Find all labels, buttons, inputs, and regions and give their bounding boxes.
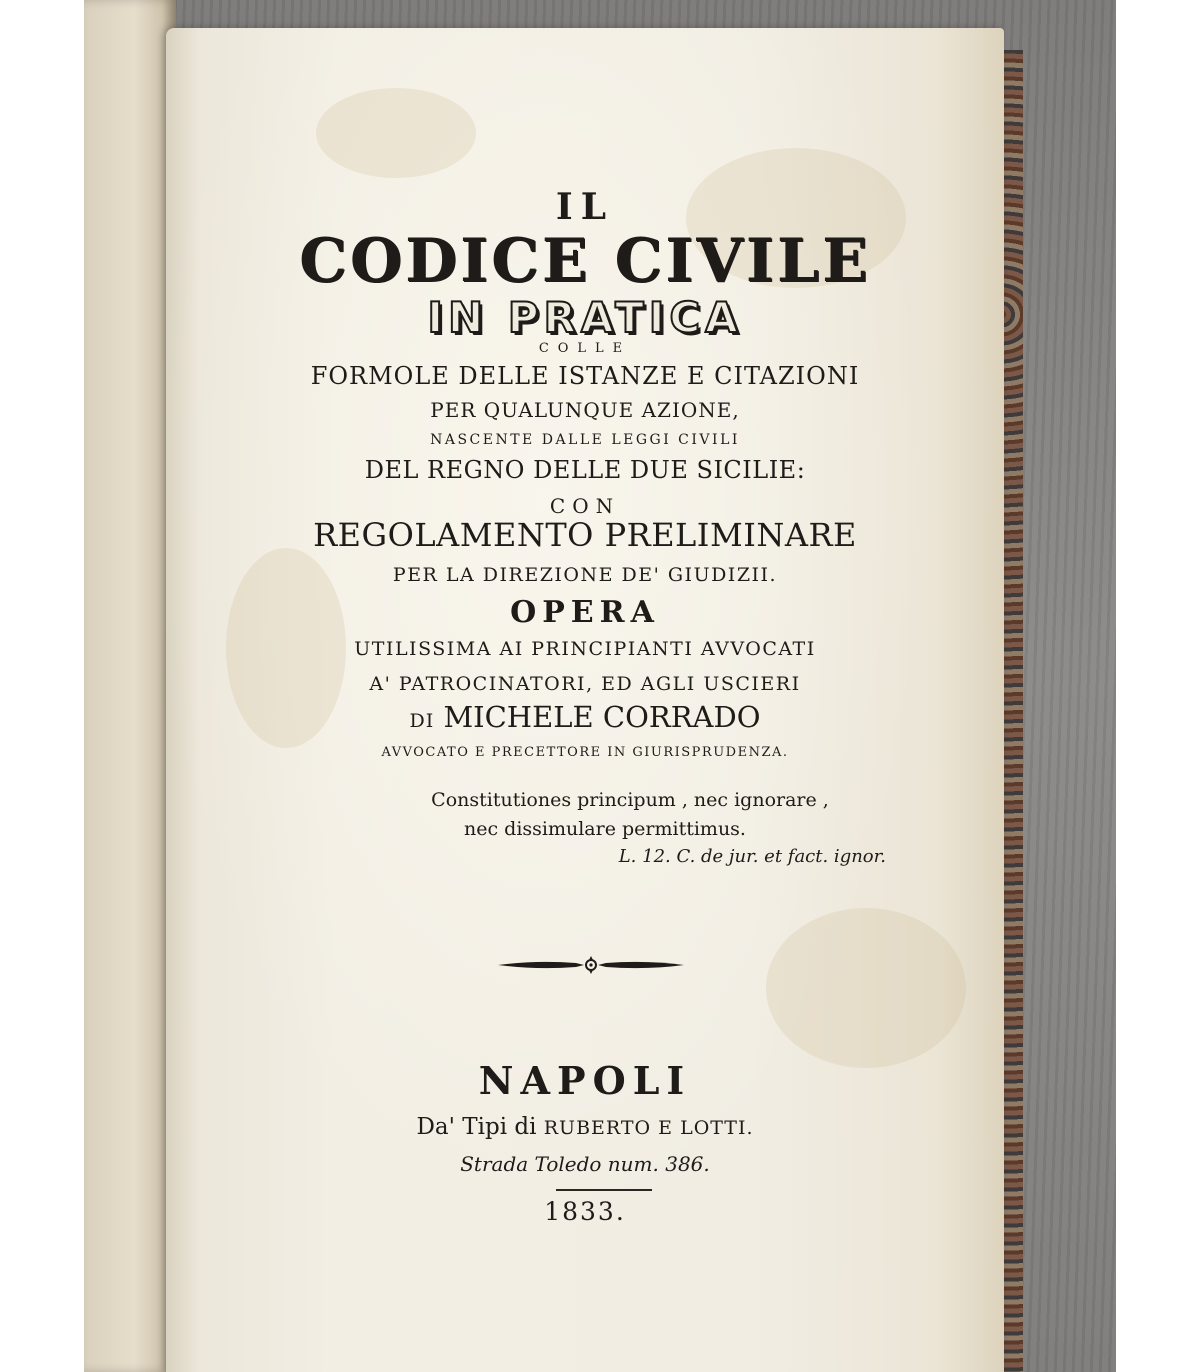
imprint-divider bbox=[556, 1189, 652, 1191]
motto-reference: L. 12. C. de jur. et fact. ignor. bbox=[618, 846, 886, 867]
title-line-per-qualunque: PER QUALUNQUE AZIONE, bbox=[430, 398, 740, 422]
title-line-nascente: NASCENTE DALLE LEGGI CIVILI bbox=[430, 432, 740, 448]
title-line-utilissima: UTILISSIMA AI PRINCIPIANTI AVVOCATI bbox=[354, 638, 816, 660]
subtitle: IN PRATICA bbox=[427, 293, 743, 342]
title-line-regno: DEL REGNO DELLE DUE SICILIE: bbox=[364, 456, 806, 484]
title-article: IL bbox=[555, 186, 615, 228]
title-line-opera: OPERA bbox=[510, 595, 660, 630]
imprint-address: Strada Toledo num. 386. bbox=[460, 1152, 710, 1176]
title-page bbox=[166, 28, 1004, 1372]
title-line-colle: COLLE bbox=[538, 341, 632, 356]
title-line-direzione: PER LA DIREZIONE DE' GIUDIZII. bbox=[392, 564, 778, 586]
motto-line-2: nec dissimulare permittimus. bbox=[464, 818, 746, 840]
motto-line-1: Constitutiones principum , nec ignorare , bbox=[431, 789, 829, 811]
imprint-printer bbox=[166, 1114, 1004, 1140]
title-line-con: CON bbox=[549, 494, 621, 518]
imprint-city: NAPOLI bbox=[478, 1058, 692, 1103]
printer-prefix: Da' Tipi di bbox=[416, 1114, 537, 1140]
author-name: MICHELE CORRADO bbox=[443, 700, 761, 734]
title-line-patrocinatori: A' PATROCINATORI, ED AGLI USCIERI bbox=[369, 673, 801, 695]
main-title: CODICE CIVILE bbox=[299, 226, 871, 296]
author-line bbox=[166, 700, 1004, 734]
imprint-year: 1833. bbox=[544, 1197, 626, 1226]
author-title: AVVOCATO E PRECETTORE IN GIURISPRUDENZA. bbox=[381, 745, 789, 760]
title-line-regolamento: REGOLAMENTO PRELIMINARE bbox=[313, 516, 857, 554]
book-photo bbox=[84, 0, 1116, 1372]
printer-names: RUBERTO E LOTTI. bbox=[543, 1117, 754, 1139]
ornament-rule-icon bbox=[496, 950, 686, 980]
left-page bbox=[84, 0, 176, 1372]
title-page-content bbox=[166, 28, 1004, 1372]
author-prefix: DI bbox=[409, 710, 435, 732]
title-line-formole: FORMOLE DELLE ISTANZE E CITAZIONI bbox=[310, 362, 860, 390]
